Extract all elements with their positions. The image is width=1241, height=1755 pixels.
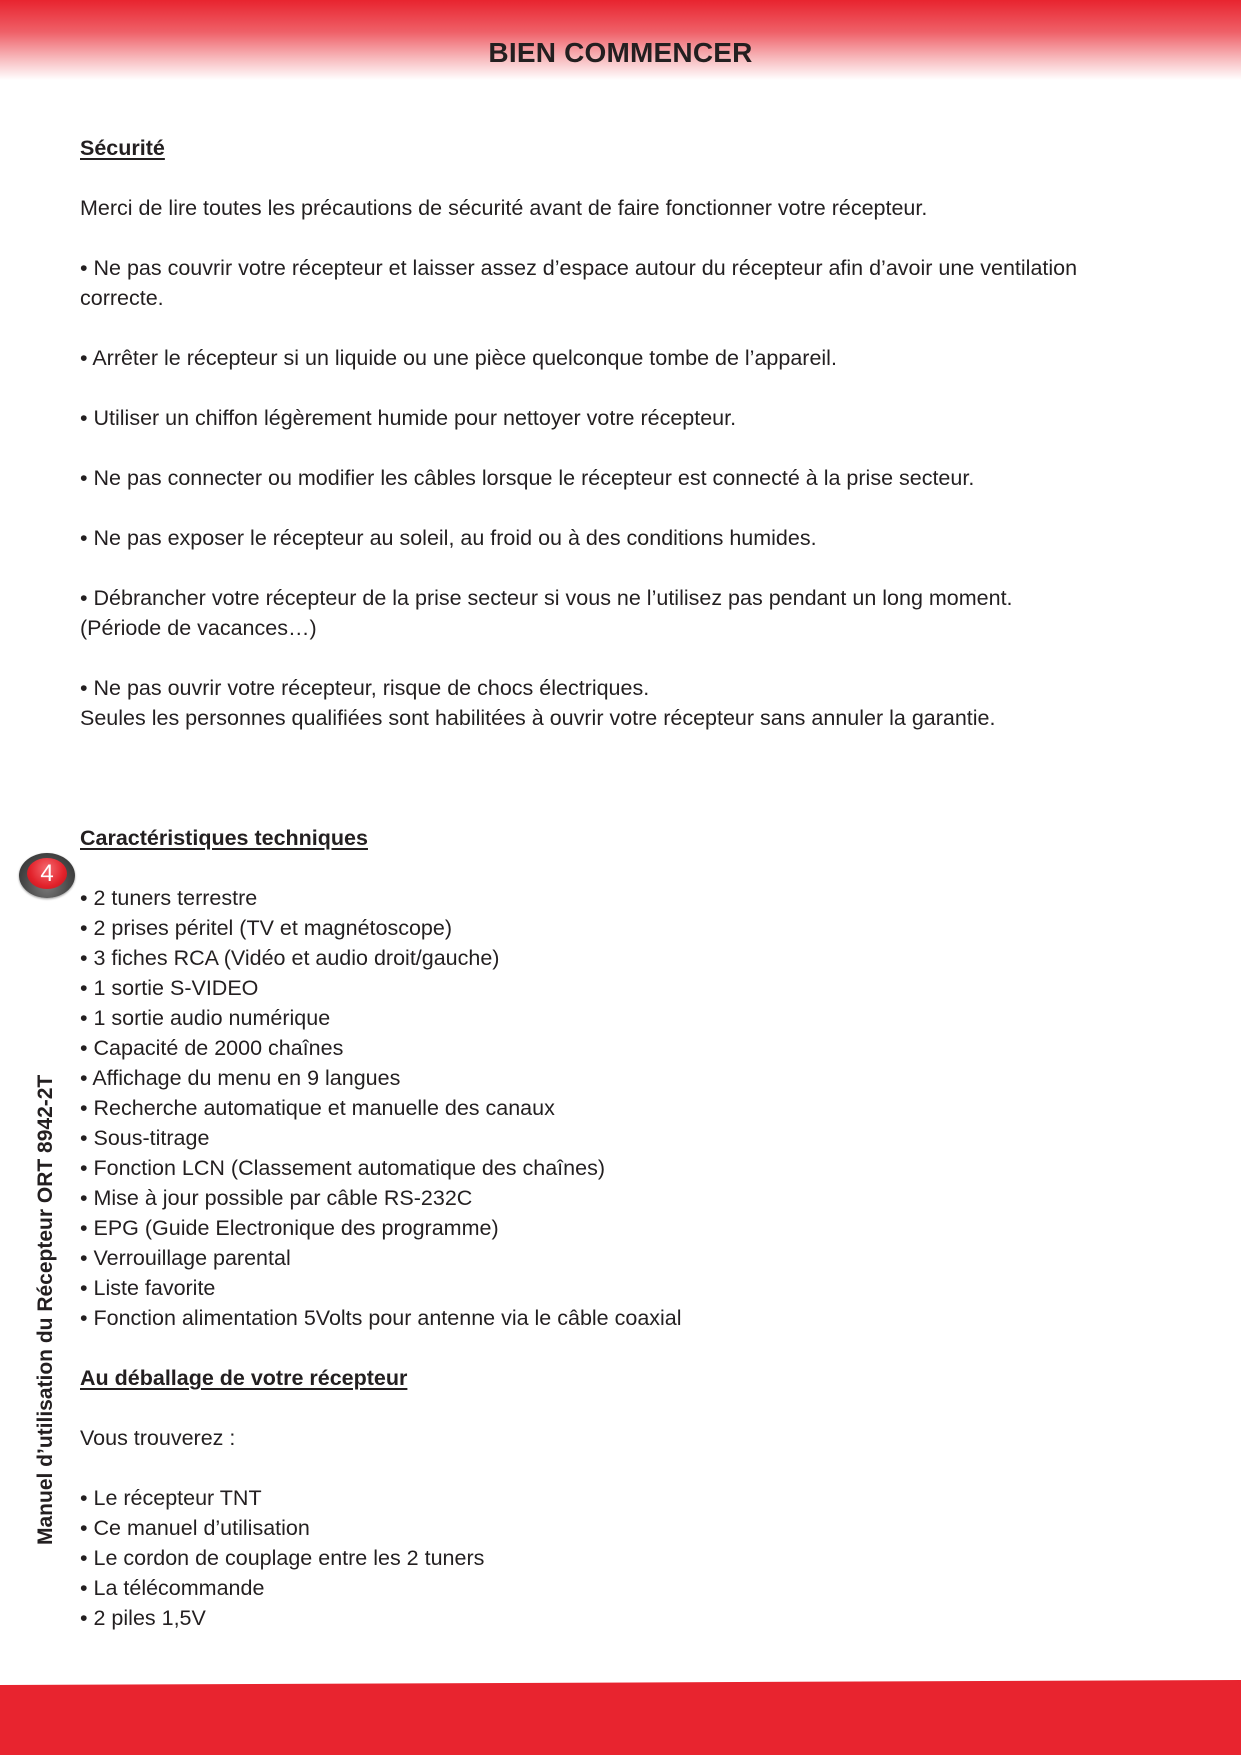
page-title: BIEN COMMENCER	[488, 37, 753, 68]
specs-item: • 1 sortie S-VIDEO	[80, 976, 259, 1000]
security-item: • Ne pas ouvrir votre récepteur, risque de chocs électriques.	[80, 676, 650, 700]
page-number: 4	[27, 858, 67, 889]
specs-item: • Verrouillage parental	[80, 1246, 291, 1270]
security-item: • Arrêter le récepteur si un liquide ou une pièce quelconque tombe de l’appareil.	[80, 346, 837, 370]
main-content	[80, 133, 1170, 1633]
specs-item: • Sous-titrage	[80, 1126, 210, 1150]
unboxing-item: • Le cordon de couplage entre les 2 tuners	[80, 1546, 485, 1570]
specs-item: • Affichage du menu en 9 langues	[80, 1066, 401, 1090]
unboxing-item: • La télécommande	[80, 1576, 265, 1600]
specs-item: • Fonction LCN (Classement automatique des chaînes)	[80, 1156, 605, 1180]
specs-item: • 2 prises péritel (TV et magnétoscope)	[80, 916, 452, 940]
page-number-badge	[19, 853, 75, 898]
security-item: • Ne pas couvrir votre récepteur et laisser assez d’espace autour du récepteur afin d’avoir une ventilation	[80, 256, 1078, 280]
unboxing-heading: Au déballage de votre récepteur	[80, 1366, 408, 1390]
security-item: (Période de vacances…)	[80, 616, 317, 640]
specs-item: • Capacité de 2000 chaînes	[80, 1036, 344, 1060]
unboxing-intro: Vous trouverez :	[80, 1426, 236, 1450]
security-item: • Utiliser un chiffon légèrement humide pour nettoyer votre récepteur.	[80, 406, 737, 430]
manual-title-vertical: Manuel d’utilisation du Récepteur ORT 8942-2T	[34, 1074, 57, 1545]
security-item: Seules les personnes qualifiées sont habilitées à ouvrir votre récepteur sans annuler la garantie.	[80, 706, 996, 730]
unboxing-item: • Le récepteur TNT	[80, 1486, 262, 1510]
unboxing-item: • 2 piles 1,5V	[80, 1606, 206, 1630]
specs-item: • 2 tuners terrestre	[80, 886, 258, 910]
security-heading: Sécurité	[80, 136, 165, 160]
security-item: • Débrancher votre récepteur de la prise secteur si vous ne l’utilisez pas pendant un long moment.	[80, 586, 1013, 610]
specs-section	[80, 823, 1170, 1333]
security-section	[80, 133, 1170, 733]
specs-heading: Caractéristiques techniques	[80, 826, 368, 850]
security-item: correcte.	[80, 286, 164, 310]
specs-item: • 3 fiches RCA (Vidéo et audio droit/gauche)	[80, 946, 500, 970]
security-intro: Merci de lire toutes les précautions de sécurité avant de faire fonctionner votre récepteur.	[80, 196, 928, 220]
security-item: • Ne pas exposer le récepteur au soleil, au froid ou à des conditions humides.	[80, 526, 817, 550]
specs-item: • 1 sortie audio numérique	[80, 1006, 331, 1030]
unboxing-item: • Ce manuel d’utilisation	[80, 1516, 310, 1540]
security-item: • Ne pas connecter ou modifier les câbles lorsque le récepteur est connecté à la prise secteur.	[80, 466, 975, 490]
specs-item: • Fonction alimentation 5Volts pour antenne via le câble coaxial	[80, 1306, 682, 1330]
specs-item: • Mise à jour possible par câble RS-232C	[80, 1186, 473, 1210]
footer-band	[0, 1680, 1241, 1755]
specs-item: • EPG (Guide Electronique des programme)	[80, 1216, 499, 1240]
unboxing-section	[80, 1363, 1170, 1633]
specs-item: • Liste favorite	[80, 1276, 216, 1300]
specs-item: • Recherche automatique et manuelle des canaux	[80, 1096, 555, 1120]
